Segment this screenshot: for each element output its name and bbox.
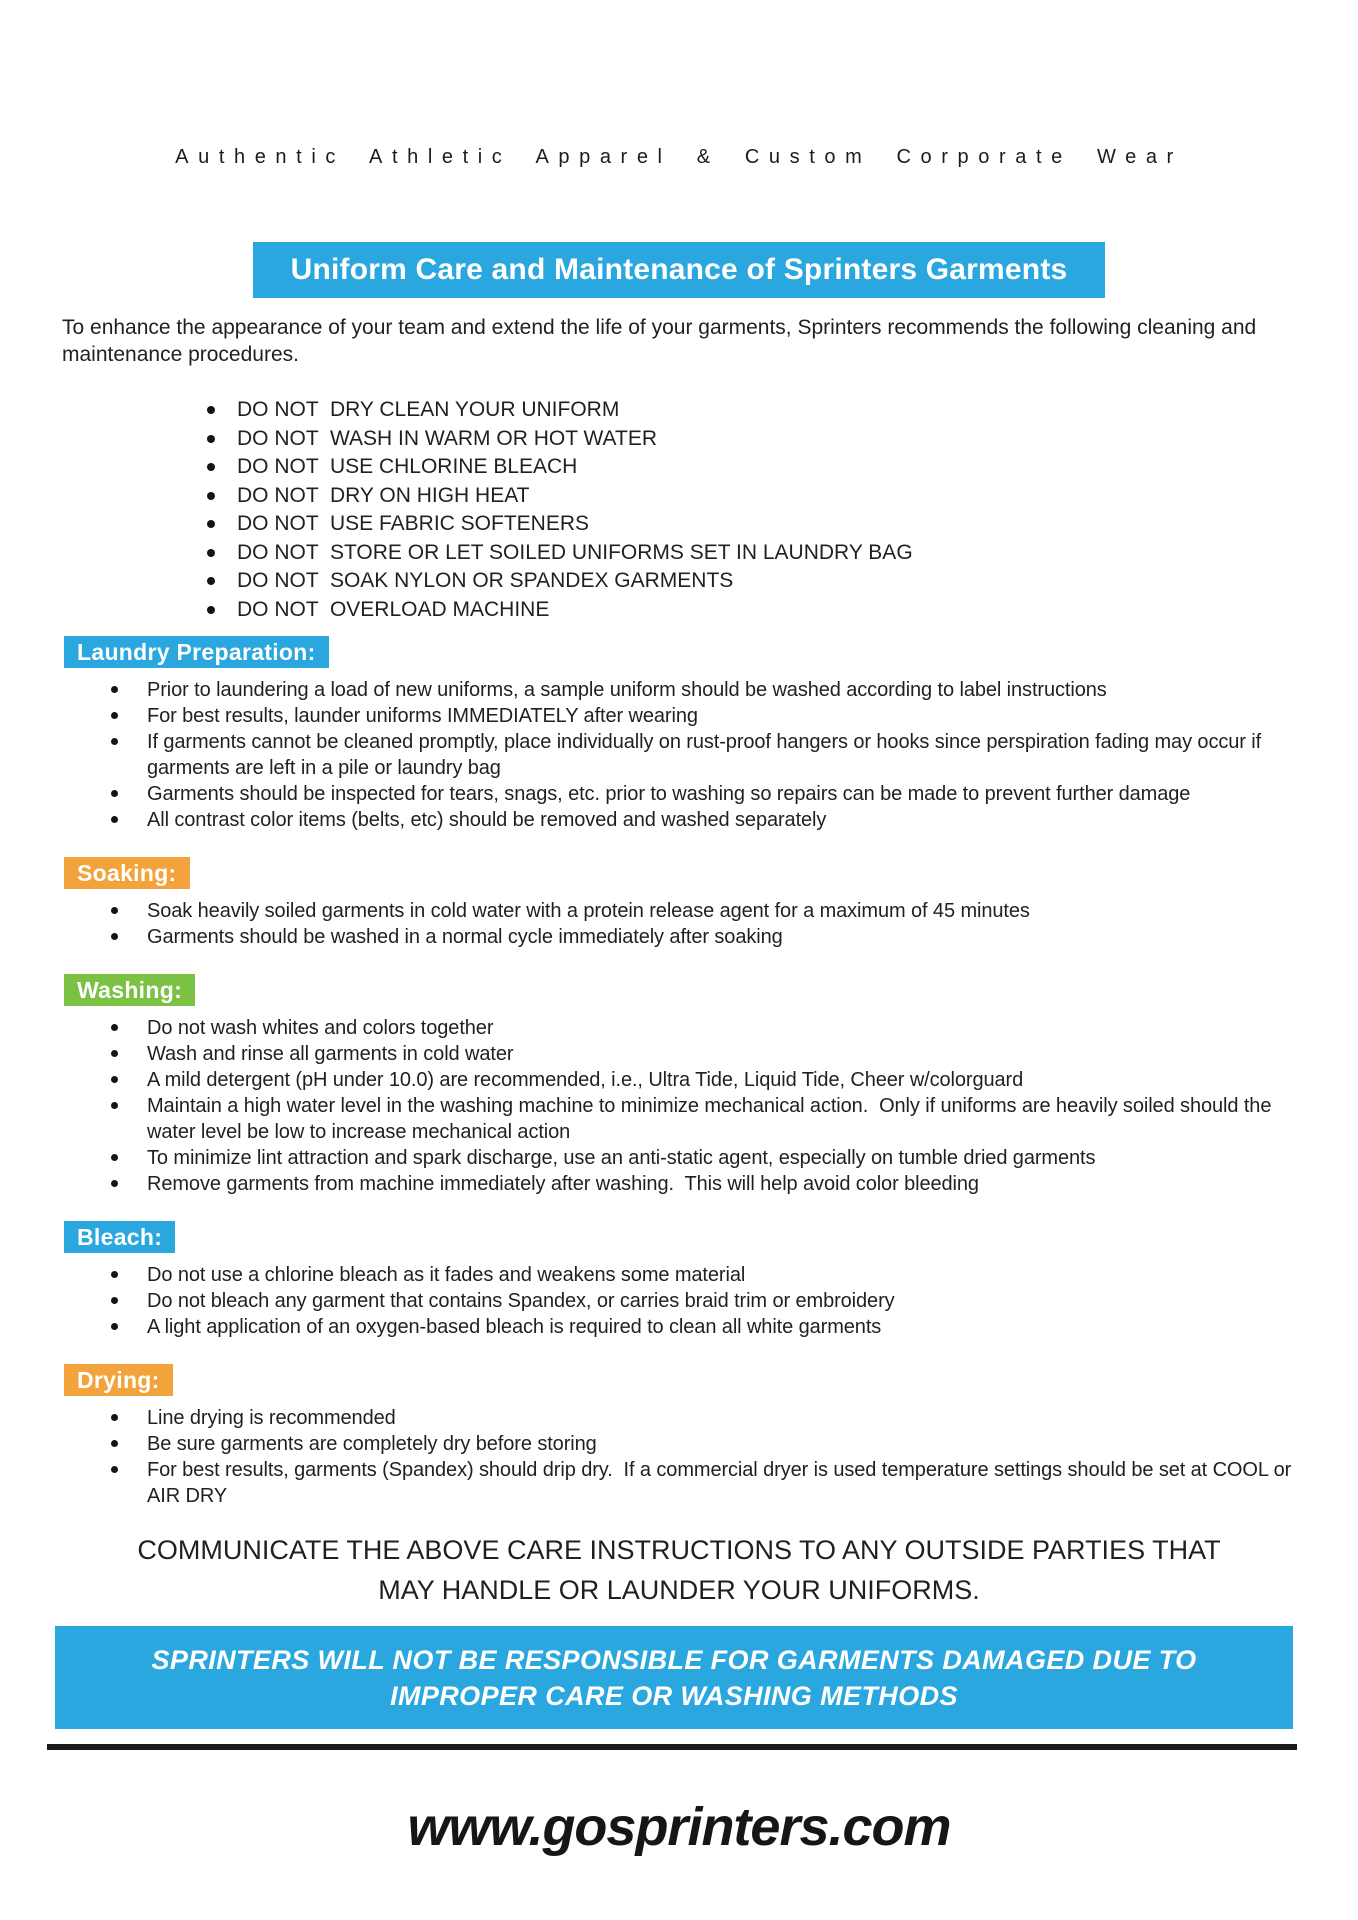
do-not-text: DO NOT DRY CLEAN YOUR UNIFORM — [237, 398, 620, 421]
section-bullet-list — [64, 1405, 1310, 1509]
bullet-text: For best results, launder uniforms IMMEDIATELY after wearing — [147, 705, 698, 727]
bullet-icon — [111, 1076, 118, 1083]
bullet-item — [64, 807, 1310, 833]
do-not-item — [207, 484, 913, 513]
do-not-text: DO NOT SOAK NYLON OR SPANDEX GARMENTS — [237, 569, 734, 592]
bullet-item — [64, 677, 1310, 703]
bullet-item — [64, 703, 1310, 729]
bullet-item — [64, 1288, 1310, 1314]
bullet-icon — [111, 1323, 118, 1330]
bullet-icon — [207, 520, 215, 528]
bullet-item — [64, 1314, 1310, 1340]
bullet-text: Maintain a high water level in the washing machine to minimize mechanical action. Only if uniforms are heavily soiled should the water level be low to increase mechanical action — [147, 1095, 1277, 1143]
care-section — [64, 636, 1310, 833]
bullet-text: A light application of an oxygen-based bleach is required to clean all white garments — [147, 1316, 882, 1338]
bullet-text: Do not wash whites and colors together — [147, 1017, 494, 1039]
bullet-item — [64, 1457, 1310, 1509]
disclaimer-line-2: IMPROPER CARE OR WASHING METHODS — [390, 1680, 958, 1711]
do-not-text: DO NOT WASH IN WARM OR HOT WATER — [237, 426, 657, 450]
bullet-item — [64, 1015, 1310, 1041]
title-banner — [253, 242, 1105, 298]
bullet-icon — [111, 816, 118, 823]
bullet-icon — [111, 1271, 118, 1278]
footer-divider — [47, 1744, 1297, 1750]
care-section — [64, 974, 1310, 1197]
bullet-text: Do not bleach any garment that contains Spandex, or carries braid trim or embroidery — [147, 1290, 895, 1312]
bullet-icon — [207, 492, 215, 500]
section-header: Washing: — [64, 974, 195, 1006]
bullet-item — [64, 729, 1310, 781]
bullet-text: Wash and rinse all garments in cold water — [147, 1043, 514, 1065]
bullet-text: Prior to laundering a load of new uniforms, a sample uniform should be washed according to label instructions — [147, 679, 1107, 701]
bullet-item — [64, 1262, 1310, 1288]
section-header: Drying: — [64, 1364, 173, 1396]
do-not-text: DO NOT STORE OR LET SOILED UNIFORMS SET IN LAUNDRY BAG — [237, 540, 913, 564]
bullet-item — [64, 781, 1310, 807]
bullet-item — [64, 1405, 1310, 1431]
care-sections — [64, 636, 1310, 1533]
section-bullet-list — [64, 1262, 1310, 1340]
bullet-icon — [111, 1154, 118, 1161]
care-section — [64, 1221, 1310, 1340]
do-not-text: DO NOT OVERLOAD MACHINE — [237, 597, 550, 621]
do-not-item — [207, 455, 913, 484]
bullet-item — [64, 898, 1310, 924]
bullet-icon — [111, 1180, 118, 1187]
care-section — [64, 857, 1310, 950]
bullet-text: Remove garments from machine immediately after washing. This will help avoid color bleeding — [147, 1173, 979, 1195]
bullet-item — [64, 1067, 1310, 1093]
bullet-text: Garments should be washed in a normal cycle immediately after soaking — [147, 926, 783, 948]
bullet-icon — [207, 463, 215, 471]
bullet-icon — [111, 1024, 118, 1031]
section-bullet-list — [64, 1015, 1310, 1197]
page-title: Uniform Care and Maintenance of Sprinters Garments — [290, 253, 1068, 286]
communicate-line-2: MAY HANDLE OR LAUNDER YOUR UNIFORMS. — [378, 1575, 980, 1605]
bullet-icon — [111, 738, 118, 745]
disclaimer-line-1: SPRINTERS WILL NOT BE RESPONSIBLE FOR GARMENTS DAMAGED DUE TO — [151, 1644, 1197, 1675]
bullet-text: A mild detergent (pH under 10.0) are recommended, i.e., Ultra Tide, Liquid Tide, Cheer w/colorguard — [147, 1069, 1024, 1091]
bullet-text: Garments should be inspected for tears, snags, etc. prior to washing so repairs can be made to prevent further damage — [147, 783, 1191, 805]
do-not-text: DO NOT USE FABRIC SOFTENERS — [237, 512, 589, 535]
bullet-icon — [111, 686, 118, 693]
bullet-text: Be sure garments are completely dry before storing — [147, 1433, 597, 1455]
do-not-item — [207, 512, 913, 541]
bullet-item — [64, 1171, 1310, 1197]
bullet-text: To minimize lint attraction and spark discharge, use an anti-static agent, especially on tumble dried garments — [147, 1147, 1096, 1169]
bullet-icon — [111, 907, 118, 914]
do-not-item — [207, 598, 913, 627]
bullet-item — [64, 1431, 1310, 1457]
bullet-text: Do not use a chlorine bleach as it fades and weakens some material — [147, 1264, 746, 1286]
bullet-item — [64, 1145, 1310, 1171]
do-not-text: DO NOT USE CHLORINE BLEACH — [237, 455, 578, 478]
section-bullet-list — [64, 677, 1310, 833]
section-bullet-list — [64, 898, 1310, 950]
website-url: www.gosprinters.com — [407, 1797, 951, 1857]
bullet-item — [64, 924, 1310, 950]
do-not-item — [207, 398, 913, 427]
bullet-icon — [111, 790, 118, 797]
bullet-icon — [111, 1466, 118, 1473]
bullet-icon — [207, 577, 215, 585]
bullet-text: For best results, garments (Spandex) should drip dry. If a commercial dryer is used temperature settings should be set at COOL or AIR DRY — [147, 1459, 1296, 1507]
section-header: Soaking: — [64, 857, 190, 889]
bullet-item — [64, 1093, 1310, 1145]
do-not-list — [207, 398, 913, 626]
bullet-icon — [111, 1050, 118, 1057]
do-not-text: DO NOT DRY ON HIGH HEAT — [237, 483, 530, 507]
bullet-icon — [207, 435, 215, 443]
do-not-item — [207, 569, 913, 598]
care-section — [64, 1364, 1310, 1509]
bullet-icon — [207, 606, 215, 614]
bullet-icon — [207, 406, 215, 414]
intro-paragraph: To enhance the appearance of your team and extend the life of your garments, Sprinters recommends the following cleaning and maintenance procedures. — [62, 316, 1257, 366]
communicate-line-1: COMMUNICATE THE ABOVE CARE INSTRUCTIONS TO ANY OUTSIDE PARTIES THAT — [137, 1535, 1221, 1565]
disclaimer-banner — [55, 1626, 1293, 1729]
bullet-text: All contrast color items (belts, etc) should be removed and washed separately — [147, 809, 827, 831]
do-not-item — [207, 427, 913, 456]
bullet-text: If garments cannot be cleaned promptly, place individually on rust-proof hangers or hooks since perspiration fading may occur if garments are left in a pile or laundry bag — [147, 731, 1267, 779]
do-not-item — [207, 541, 913, 570]
company-tagline: Authentic Athletic Apparel & Custom Corporate Wear — [175, 146, 1183, 168]
communicate-notice — [0, 1530, 1358, 1610]
bullet-icon — [111, 1414, 118, 1421]
bullet-icon — [111, 712, 118, 719]
section-header: Bleach: — [64, 1221, 175, 1253]
section-header: Laundry Preparation: — [64, 636, 329, 668]
bullet-icon — [111, 933, 118, 940]
bullet-icon — [111, 1102, 118, 1109]
bullet-text: Soak heavily soiled garments in cold water with a protein release agent for a maximum of 45 minutes — [147, 900, 1030, 922]
bullet-icon — [111, 1297, 118, 1304]
bullet-icon — [111, 1440, 118, 1447]
bullet-icon — [207, 549, 215, 557]
bullet-text: Line drying is recommended — [147, 1407, 396, 1429]
bullet-item — [64, 1041, 1310, 1067]
